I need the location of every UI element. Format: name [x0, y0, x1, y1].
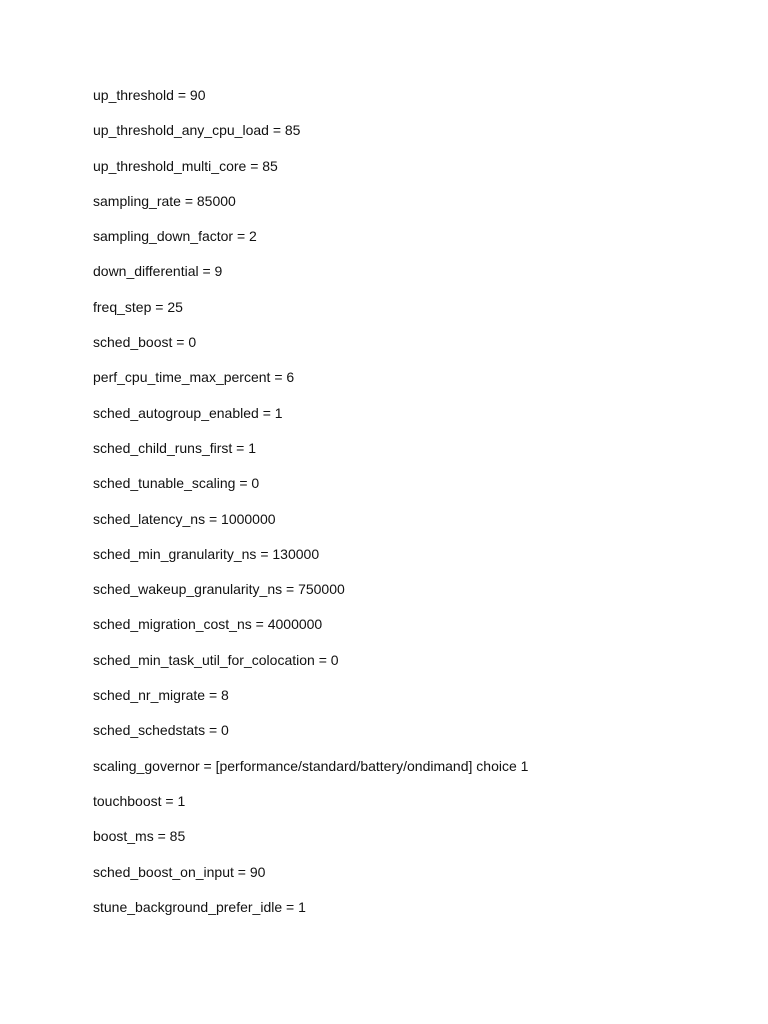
- setting-line: up_threshold = 90: [93, 87, 206, 103]
- setting-line: stune_background_prefer_idle = 1: [93, 898, 306, 915]
- setting-line: sched_migration_cost_ns = 4000000: [93, 616, 323, 633]
- setting-line: sched_schedstats = 0: [93, 722, 229, 739]
- setting-line: sched_nr_migrate = 8: [93, 687, 229, 704]
- setting-line: perf_cpu_time_max_percent = 6: [93, 369, 295, 386]
- setting-line: sched_child_runs_first = 1: [93, 439, 257, 456]
- setting-line: sched_tunable_scaling = 0: [93, 475, 260, 492]
- setting-line: sched_autogroup_enabled = 1: [93, 404, 283, 421]
- setting-line: scaling_governor = [performance/standard/battery/ondimand] choice 1: [93, 757, 529, 774]
- setting-line: sched_min_task_util_for_colocation = 0: [93, 651, 339, 668]
- setting-line: sampling_down_factor = 2: [93, 228, 257, 245]
- settings-list: [93, 86, 528, 933]
- setting-line: touchboost = 1: [93, 792, 186, 809]
- setting-line: boost_ms = 85: [93, 828, 186, 845]
- setting-line: up_threshold_any_cpu_load = 85: [93, 122, 301, 139]
- setting-line: sampling_rate = 85000: [93, 192, 236, 209]
- setting-line: sched_latency_ns = 1000000: [93, 510, 276, 527]
- setting-line: freq_step = 25: [93, 298, 183, 315]
- setting-line: up_threshold_multi_core = 85: [93, 157, 278, 174]
- setting-line: sched_boost_on_input = 90: [93, 863, 266, 880]
- setting-line: sched_min_granularity_ns = 130000: [93, 545, 320, 562]
- setting-line: sched_boost = 0: [93, 334, 197, 351]
- setting-line: sched_wakeup_granularity_ns = 750000: [93, 581, 345, 598]
- setting-line: down_differential = 9: [93, 263, 223, 280]
